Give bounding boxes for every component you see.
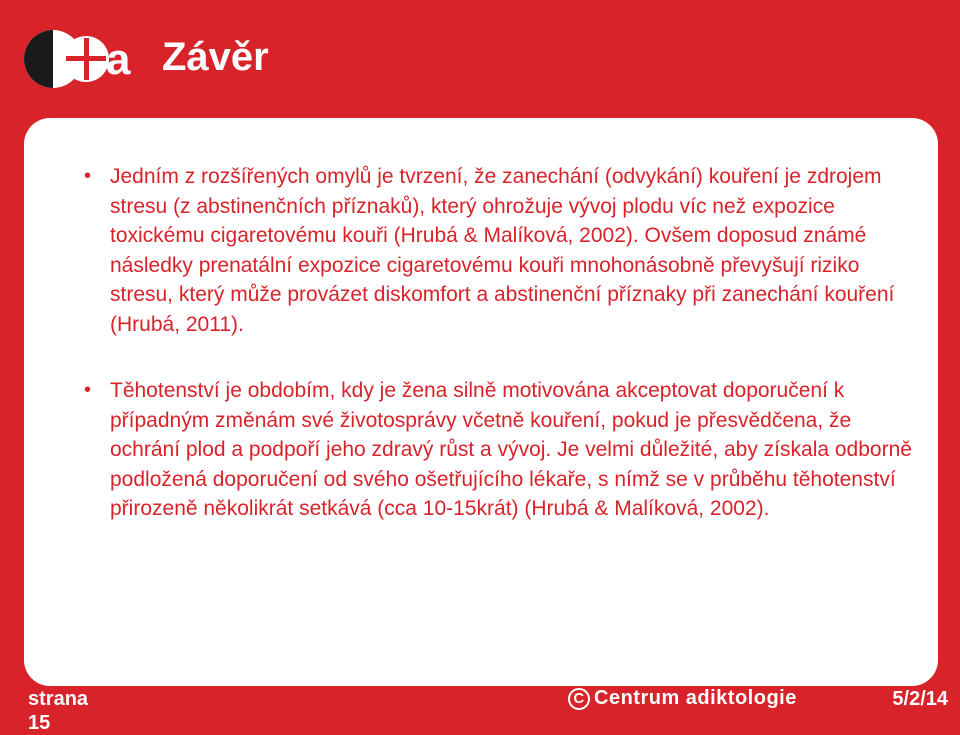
content-panel (24, 118, 938, 686)
centrum-adiktologie-logo-icon (22, 28, 134, 90)
copyright-icon: C (568, 688, 590, 710)
bullet-item (84, 376, 926, 524)
footer-brand-text: Centrum adiktologie (594, 687, 797, 709)
footer-page-label: strana (28, 688, 89, 710)
slide-title: Závěr (162, 35, 269, 79)
bullet-text: Těhotenství je obdobím, kdy je žena silně motivována akceptovat doporučení k případným změnám své životosprávy včetně kouření, pokud je přesvědčena, že ochrání plod a podpoří jeho zdravý růst a vývoj. Je velmi důležité, aby získala odborně podložená doporučení od svého ošetřujícího lékaře, s nímž se v průběhu těhotenství přirozeně několikrát setkává (cca 10-15krát) (Hrubá & Malíková, 2002). (110, 379, 912, 521)
bullet-dot-icon: • (84, 379, 92, 401)
bullet-text: Jedním z rozšířených omylů je tvrzení, že zanechání (odvykání) kouření je zdrojem stresu (z abstinenčních příznaků), který ohrožuje vývoj plodu víc než expozice toxickému cigaretovému kouři (Hrubá & Malíková, 2002). Ovšem doposud známé následky prenatální expozice cigaretovému kouři mnohonásobně převyšují riziko stresu, který může provázet diskomfort a abstinenční příznaky při zanechání kouření (Hrubá, 2011). (110, 165, 895, 336)
footer-brand (568, 687, 797, 710)
footer-date: 5/2/14 (892, 688, 948, 710)
logo-letter: a (106, 35, 131, 84)
bullet-dot-icon: • (84, 165, 92, 187)
footer-page-number: 15 (28, 712, 51, 734)
bullet-item (84, 162, 926, 340)
